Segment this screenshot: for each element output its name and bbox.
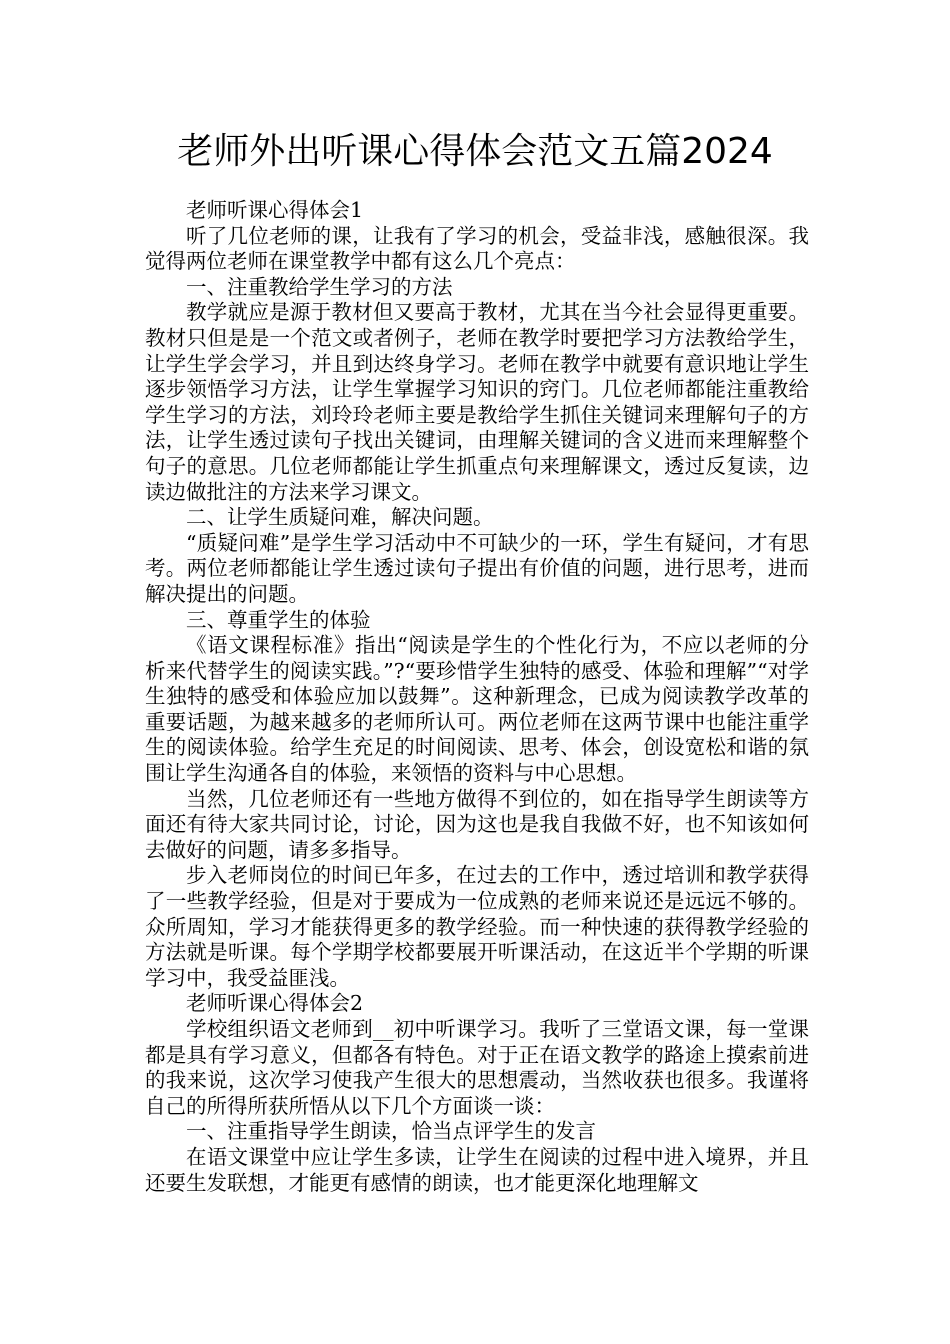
paragraph: “质疑问难”是学生学习活动中不可缺少的一环，学生有疑问，才有思考。两位老师都能让学生透过读句子提出有价值的问题，进行思考，进而解决提出的问题。 xyxy=(145,530,809,606)
paragraph: 当然，几位老师还有一些地方做得不到位的，如在指导学生朗读等方面还有待大家共同讨论，讨论，因为这也是我自我做不好，也不知该如何去做好的问题，请多多指导。 xyxy=(145,786,809,862)
subheading: 一、注重教给学生学习的方法 xyxy=(186,274,453,299)
subheading: 三、尊重学生的体验 xyxy=(186,607,371,632)
paragraph: 学校组织语文老师到__初中听课学习。我听了三堂语文课，每一堂课都是具有学习意义，但都各有特色。对于正在语文教学的路途上摸索前进的我来说，这次学习使我产生很大的思想震动，当然收获也很多。我谨将自己的所得所获所悟从以下几个方面谈一谈： xyxy=(145,1017,809,1118)
paragraph: 步入老师岗位的时间已年多，在过去的工作中，透过培训和教学获得了一些教学经验，但是对于要成为一位成熟的老师来说还是远远不够的。众所周知，学习才能获得更多的教学经验。而一种快速的获得教学经验的方法就是听课。每个学期学校都要展开听课活动，在这近半个学期的听课学习中，我受益匪浅。 xyxy=(145,863,809,990)
document-title: 老师外出听课心得体会范文五篇2024 xyxy=(177,131,773,172)
paragraph: 教学就应是源于教材但又要高于教材，尤其在当今社会显得更重要。教材只但是是一个范文或者例子，老师在教学时要把学习方法教给学生，让学生学会学习，并且到达终身学习。老师在教学中就要有意识地让学生逐步领悟学习方法，让学生掌握学习知识的窍门。几位老师都能注重教给学生学习的方法，刘玲玲老师主要是教给学生抓住关键词来理解句子的方法，让学生透过读句子找出关键词，由理解关键词的含义进而来理解整个句子的意思。几位老师都能让学生抓重点句来理解课文，透过反复读，边读边做批注的方法来学习课文。 xyxy=(145,300,809,504)
section-heading: 老师听课心得体会2 xyxy=(186,991,364,1016)
document-body xyxy=(145,198,809,1196)
subheading: 一、注重指导学生朗读，恰当点评学生的发言 xyxy=(186,1119,596,1144)
subheading: 二、让学生质疑问难，解决问题。 xyxy=(186,505,494,530)
paragraph: 《语文课程标准》指出“阅读是学生的个性化行为，不应以老师的分析来代替学生的阅读实践。”?“要珍惜学生独特的感受、体验和理解”“对学生独特的感受和体验应加以鼓舞”。这种新理念，已成为阅读教学改革的重要话题，为越来越多的老师所认可。两位老师在这两节课中也能注重学生的阅读体验。给学生充足的时间阅读、思考、体会，创设宽松和谐的氛围让学生沟通各自的体验，来领悟的资料与中心思想。 xyxy=(145,633,809,786)
paragraph: 听了几位老师的课，让我有了学习的机会，受益非浅，感触很深。我觉得两位老师在课堂教学中都有这么几个亮点： xyxy=(145,223,809,274)
section-heading: 老师听课心得体会1 xyxy=(186,198,364,222)
paragraph: 在语文课堂中应让学生多读，让学生在阅读的过程中进入境界，并且还要生发联想，才能更有感情的朗读，也才能更深化地理解文 xyxy=(145,1144,809,1195)
